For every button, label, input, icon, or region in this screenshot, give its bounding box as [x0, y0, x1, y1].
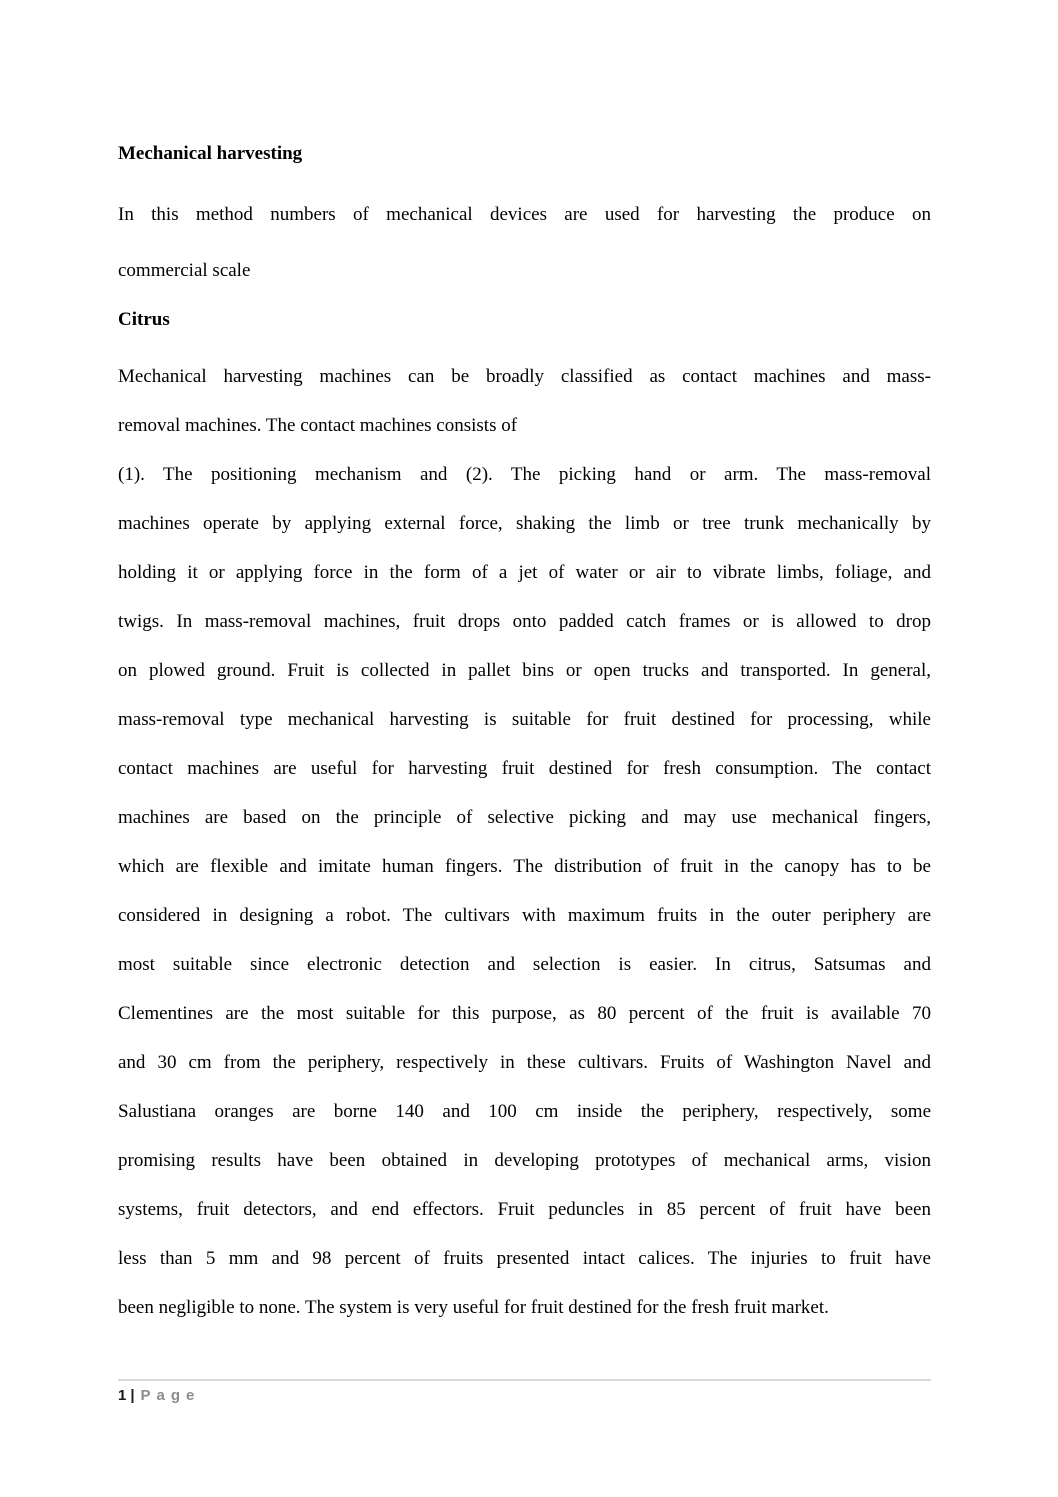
- text-line: and 30 cm from the periphery, respectively in these cultivars. Fruits of Washington Navel and: [118, 1052, 931, 1073]
- page-number-footer: [118, 1387, 931, 1404]
- document-content: [118, 143, 931, 1332]
- text-line: Clementines are the most suitable for this purpose, as 80 percent of the fruit is available 70: [118, 1003, 931, 1024]
- text-line: machines operate by applying external force, shaking the limb or tree trunk mechanically by: [118, 513, 931, 534]
- page-number: 1: [118, 1387, 127, 1404]
- text-line: In this method numbers of mechanical devices are used for harvesting the produce on: [118, 204, 931, 225]
- text-line: commercial scale: [118, 260, 251, 281]
- text-line: on plowed ground. Fruit is collected in pallet bins or open trucks and transported. In general,: [118, 660, 931, 681]
- paragraph: [118, 352, 931, 1332]
- text-line: promising results have been obtained in developing prototypes of mechanical arms, vision: [118, 1150, 931, 1171]
- section-heading: Mechanical harvesting: [118, 143, 303, 164]
- text-line: which are flexible and imitate human fingers. The distribution of fruit in the canopy has to be: [118, 856, 931, 877]
- text-line: holding it or applying force in the form of a jet of water or air to vibrate limbs, foliage, and: [118, 562, 931, 583]
- text-line: removal machines. The contact machines consists of: [118, 415, 518, 436]
- page-footer: [118, 1379, 931, 1404]
- text-line: considered in designing a robot. The cultivars with maximum fruits in the outer periphery are: [118, 905, 931, 926]
- text-line: systems, fruit detectors, and end effectors. Fruit peduncles in 85 percent of fruit have been: [118, 1199, 931, 1220]
- text-line: twigs. In mass-removal machines, fruit drops onto padded catch frames or is allowed to drop: [118, 611, 931, 632]
- footer-separator: |: [130, 1387, 135, 1404]
- footer-divider: [118, 1379, 931, 1381]
- paragraph: [118, 187, 931, 299]
- section-heading: Citrus: [118, 309, 170, 330]
- text-line: Mechanical harvesting machines can be broadly classified as contact machines and mass-: [118, 366, 931, 387]
- text-line: less than 5 mm and 98 percent of fruits presented intact calices. The injuries to fruit have: [118, 1248, 931, 1269]
- text-line: most suitable since electronic detection and selection is easier. In citrus, Satsumas and: [118, 954, 931, 975]
- text-line: machines are based on the principle of selective picking and may use mechanical fingers,: [118, 807, 931, 828]
- text-line: contact machines are useful for harvesting fruit destined for fresh consumption. The contact: [118, 758, 931, 779]
- footer-page-label: Page: [140, 1387, 201, 1404]
- text-line: been negligible to none. The system is very useful for fruit destined for the fresh fruit market.: [118, 1297, 829, 1318]
- text-line: mass-removal type mechanical harvesting is suitable for fruit destined for processing, while: [118, 709, 931, 730]
- text-line: (1). The positioning mechanism and (2). The picking hand or arm. The mass-removal: [118, 464, 931, 485]
- text-line: Salustiana oranges are borne 140 and 100 cm inside the periphery, respectively, some: [118, 1101, 931, 1122]
